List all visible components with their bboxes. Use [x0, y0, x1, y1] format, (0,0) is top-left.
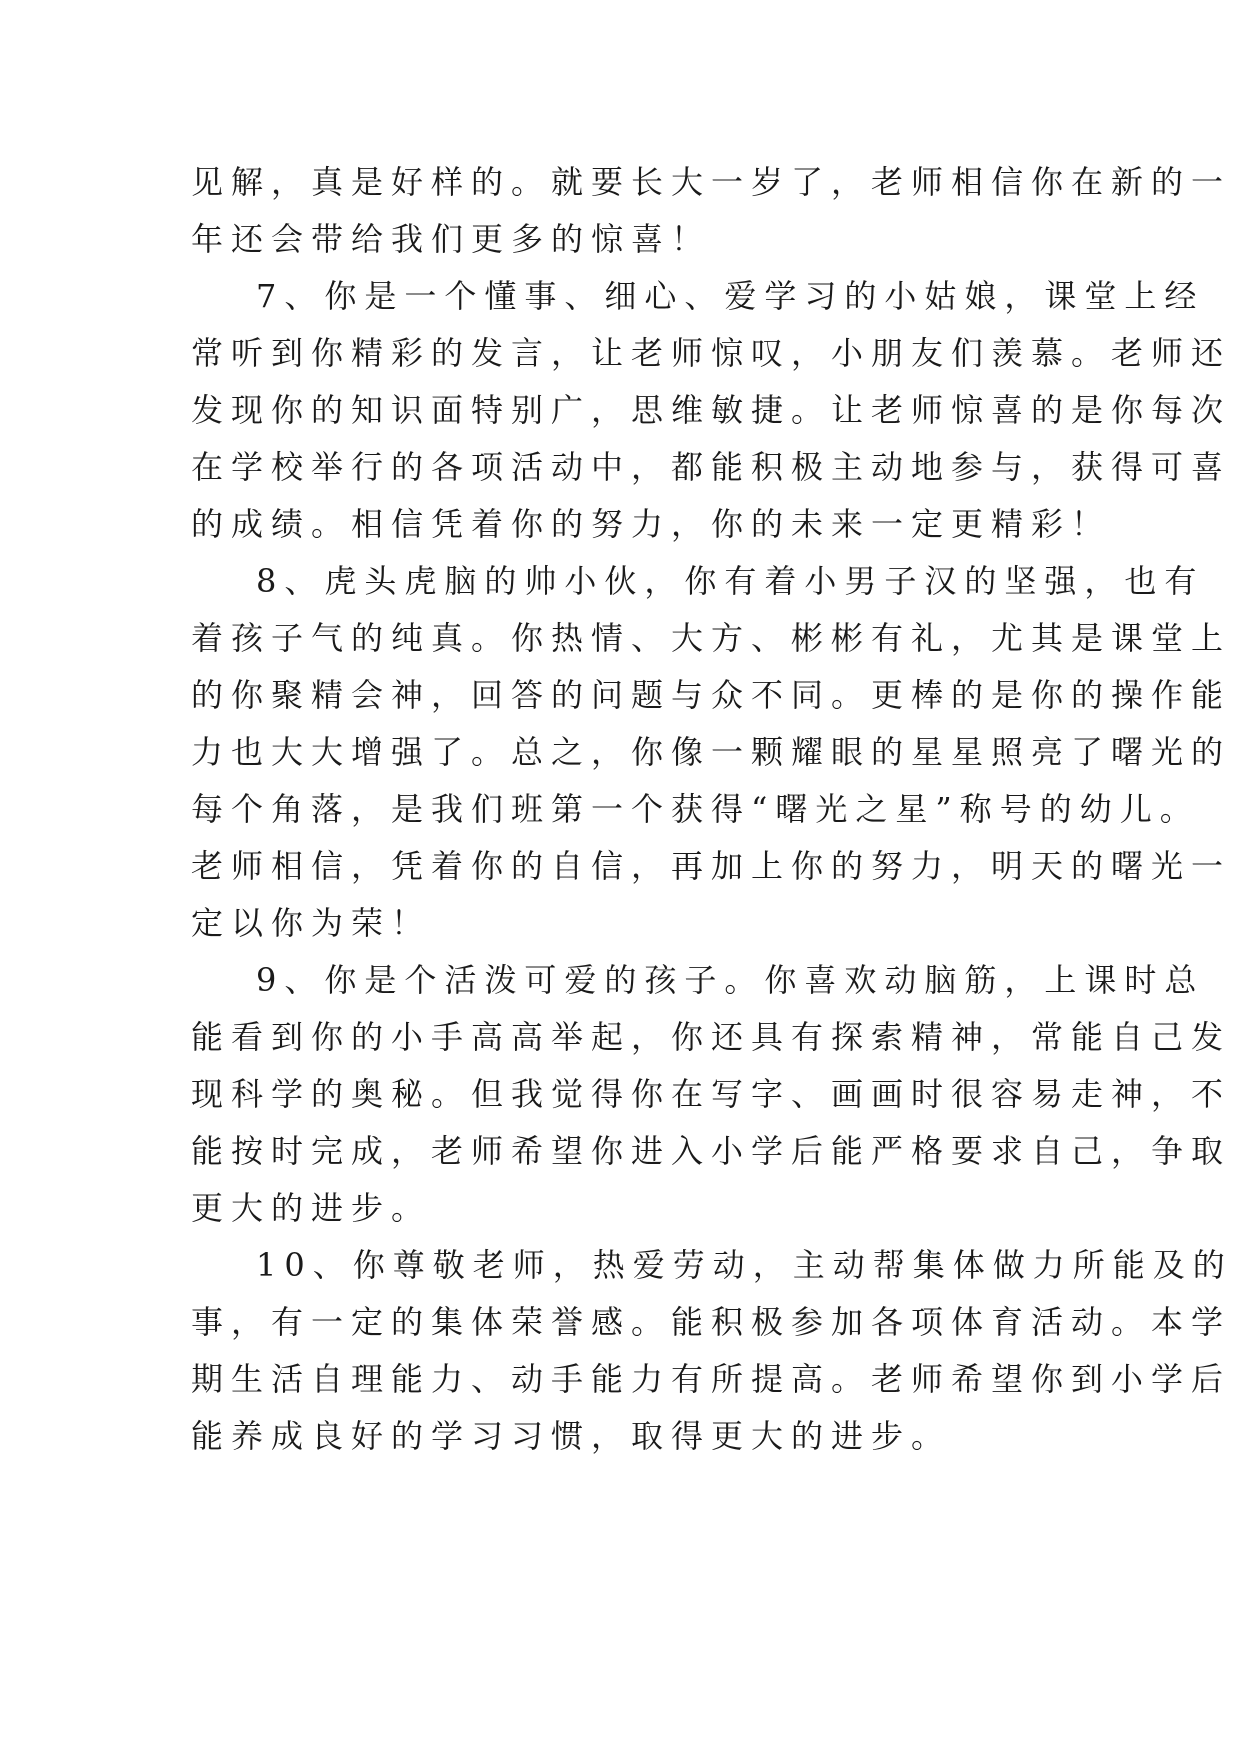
text-line: 力也大大增强了。总之，你像一颗耀眼的星星照亮了曙光的 — [191, 733, 1232, 771]
text-line: 7、你是一个懂事、细心、爱学习的小姑娘，课堂上经 — [256, 277, 1205, 315]
text-line: 8、虎头虎脑的帅小伙，你有着小男子汉的坚强，也有 — [256, 562, 1205, 600]
paragraph-8 — [191, 553, 1232, 952]
text-line: 定以你为荣！ — [191, 904, 432, 942]
paragraph-9 — [191, 952, 1232, 1237]
paragraph-10 — [191, 1237, 1233, 1465]
text-line: 着孩子气的纯真。你热情、大方、彬彬有礼，尤其是课堂上 — [191, 619, 1232, 657]
text-line: 在学校举行的各项活动中，都能积极主动地参与，获得可喜 — [191, 448, 1232, 486]
text-line: 常听到你精彩的发言，让老师惊叹，小朋友们羡慕。老师还 — [191, 334, 1232, 372]
text-line: 的成绩。相信凭着你的努力，你的未来一定更精彩！ — [191, 505, 1112, 543]
paragraph-7 — [191, 268, 1232, 553]
text-line: 9、你是个活泼可爱的孩子。你喜欢动脑筋，上课时总 — [256, 961, 1205, 999]
text-line: 10、你尊敬老师，热爱劳动，主动帮集体做力所能及的 — [256, 1246, 1233, 1284]
text-line: 的你聚精会神，回答的问题与众不同。更棒的是你的操作能 — [191, 676, 1232, 714]
text-line: 更大的进步。 — [191, 1189, 432, 1227]
text-line: 能养成良好的学习习惯，取得更大的进步。 — [191, 1417, 952, 1455]
text-line: 见解，真是好样的。就要长大一岁了，老师相信你在新的一 — [191, 163, 1232, 201]
text-line: 老师相信，凭着你的自信，再加上你的努力，明天的曙光一 — [191, 847, 1232, 885]
text-line: 现科学的奥秘。但我觉得你在写字、画画时很容易走神，不 — [191, 1075, 1232, 1113]
text-line: 发现你的知识面特别广，思维敏捷。让老师惊喜的是你每次 — [191, 391, 1232, 429]
text-line: 期生活自理能力、动手能力有所提高。老师希望你到小学后 — [191, 1360, 1232, 1398]
text-line: 事，有一定的集体荣誉感。能积极参加各项体育活动。本学 — [191, 1303, 1232, 1341]
document-body — [191, 154, 1233, 1465]
text-line: 年还会带给我们更多的惊喜！ — [191, 220, 712, 258]
text-line: 能看到你的小手高高举起，你还具有探索精神，常能自己发 — [191, 1018, 1232, 1056]
paragraph-6-continued — [191, 154, 1232, 268]
text-line: 能按时完成，老师希望你进入小学后能严格要求自己，争取 — [191, 1132, 1232, 1170]
text-line: 每个角落，是我们班第一个获得“曙光之星”称号的幼儿。 — [191, 790, 1200, 828]
